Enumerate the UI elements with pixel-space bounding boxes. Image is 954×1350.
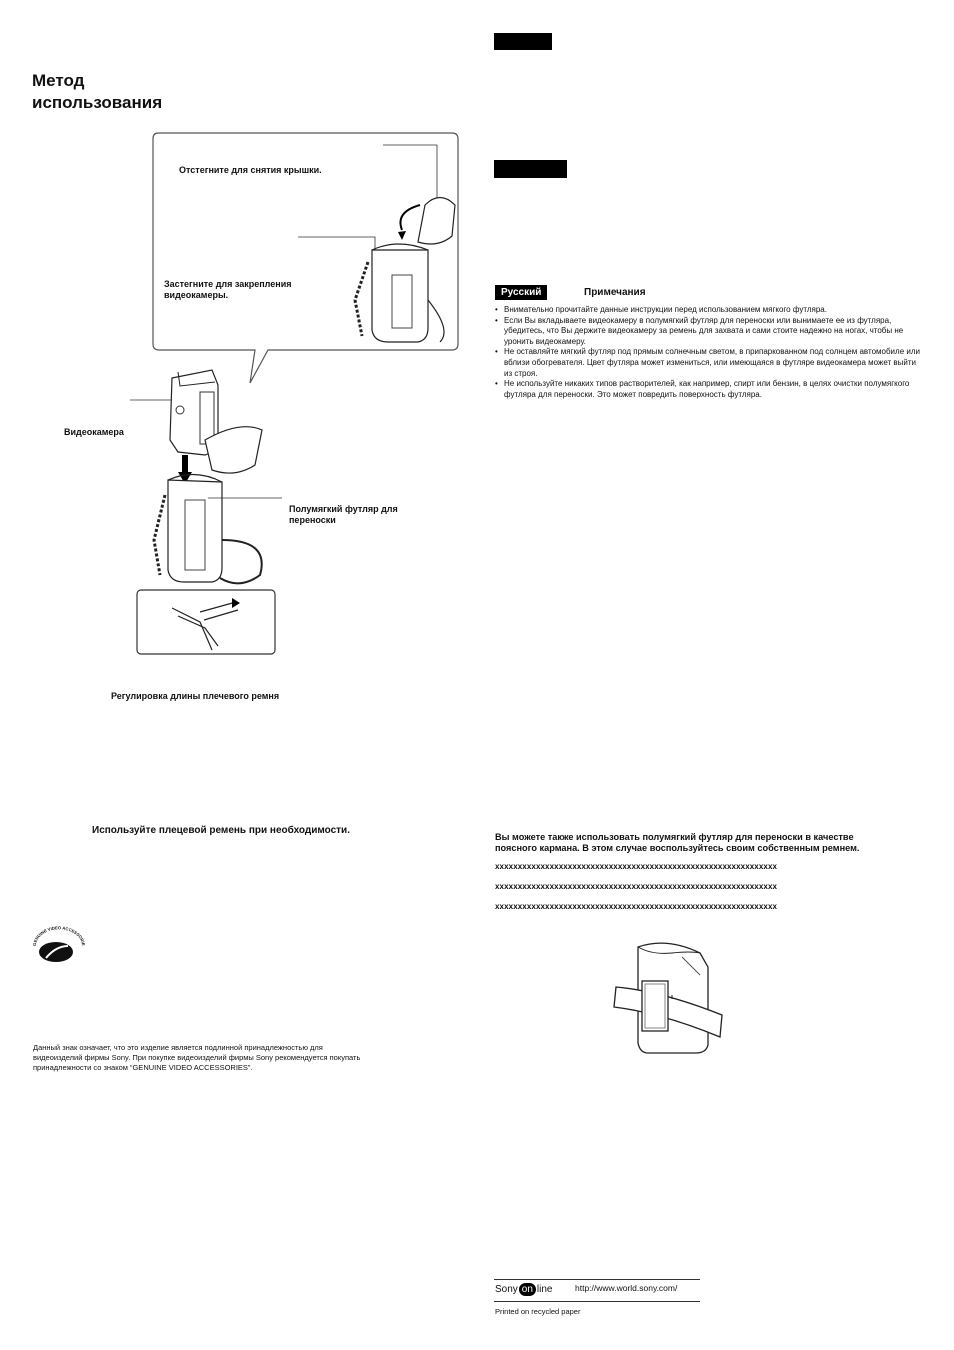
placeholder-line-2: xxxxxxxxxxxxxxxxxxxxxxxxxxxxxxxxxxxxxxxxxxxxxxxxxxxxxxxxxxxxxx — [495, 882, 778, 891]
genuine-accessories-logo — [28, 918, 90, 962]
callout-fasten-label — [164, 279, 292, 301]
belt-usage-text — [495, 832, 859, 854]
belt-line-2: поясного кармана. В этом случае воспользуйтесь своим собственным ремнем. — [495, 843, 860, 853]
note-item: • Внимательно прочитайте данные инструкции перед использованием мягкого футляра. — [495, 305, 925, 316]
callout-fasten-line-2: видеокамеры. — [164, 290, 229, 300]
genuine-line-3: принадлежности со знаком “GENUINE VIDEO ACCESSORIES”. — [33, 1063, 253, 1072]
printed-note: Printed on recycled paper — [495, 1307, 581, 1316]
belt-pouch-illustration — [612, 935, 732, 1060]
notes-list — [495, 305, 925, 400]
genuine-line-2: видеоизделий фирмы Sony. При покупке видеоизделий фирмы Sony рекомендуется покупать — [33, 1053, 361, 1062]
black-bar-2 — [494, 160, 567, 178]
placeholder-line-1: xxxxxxxxxxxxxxxxxxxxxxxxxxxxxxxxxxxxxxxxxxxxxxxxxxxxxxxxxxxxxx — [495, 862, 778, 871]
belt-line-1: Вы можете также использовать полумягкий футляр для переноски в качестве — [495, 832, 854, 842]
footer-rule-bottom — [494, 1301, 700, 1302]
note-item: • Не используйте никаких типов растворителей, как например, спирт или бензин, в целях очистки полумягкого футляра для переноски. Это может повредить поверхность футляра. — [495, 379, 925, 400]
sony-line: line — [536, 1283, 553, 1295]
note-item: • Не оставляйте мягкий футляр под прямым солнечным светом, в припаркованном под солнцем автомобиле или вблизи обогревателя. Цвет футляра может измениться, или имеющаяся в футляре видеокамера может выйти из строя. — [495, 347, 925, 379]
note-item: • Если Вы вкладываете видеокамеру в полумягкий футляр для переноски или вынимаете ее из футляра, убедитесь, что Вы держите видеокамеру за ремень для захвата и сами стоите надежно на ногах, чтобы не уронить видеокамеру. — [495, 316, 925, 348]
case-label-line-2: переноски — [289, 515, 336, 525]
notes-heading: Примечания — [584, 287, 646, 298]
title-line-1: Метод — [32, 71, 85, 90]
sony-on-badge: on — [519, 1283, 536, 1296]
logo-text: GENUINE VIDEO ACCESSORIES — [28, 918, 87, 947]
language-tag: Русский — [495, 285, 547, 300]
case-label-line-1: Полумягкий футляр для — [289, 504, 398, 514]
title-line-2: использования — [32, 93, 163, 112]
callout-open-label: Отстегните для снятия крышки. — [179, 165, 322, 175]
genuine-line-1: Данный знак означает, что это изделие является подлинной принадлежностью для — [33, 1043, 323, 1052]
callout-fasten-line-1: Застегните для закрепления — [164, 279, 292, 289]
svg-text:GENUINE VIDEO ACCESSORIES — [29, 918, 86, 946]
sony-online-logo — [495, 1279, 553, 1299]
black-bar-1 — [494, 33, 552, 50]
camcorder-label: Видеокамера — [64, 427, 124, 437]
strap-adjust-label: Регулировка длины плечевого ремня — [111, 691, 280, 701]
case-label — [289, 504, 398, 526]
sony-url[interactable]: http://www.world.sony.com/ — [575, 1283, 678, 1293]
genuine-text — [33, 1043, 463, 1073]
placeholder-line-3: xxxxxxxxxxxxxxxxxxxxxxxxxxxxxxxxxxxxxxxxxxxxxxxxxxxxxxxxxxxxxx — [495, 902, 778, 911]
sony-brand: Sony — [495, 1283, 518, 1295]
shoulder-strap-note: Используйте плецевой ремень при необходимости. — [92, 825, 350, 836]
